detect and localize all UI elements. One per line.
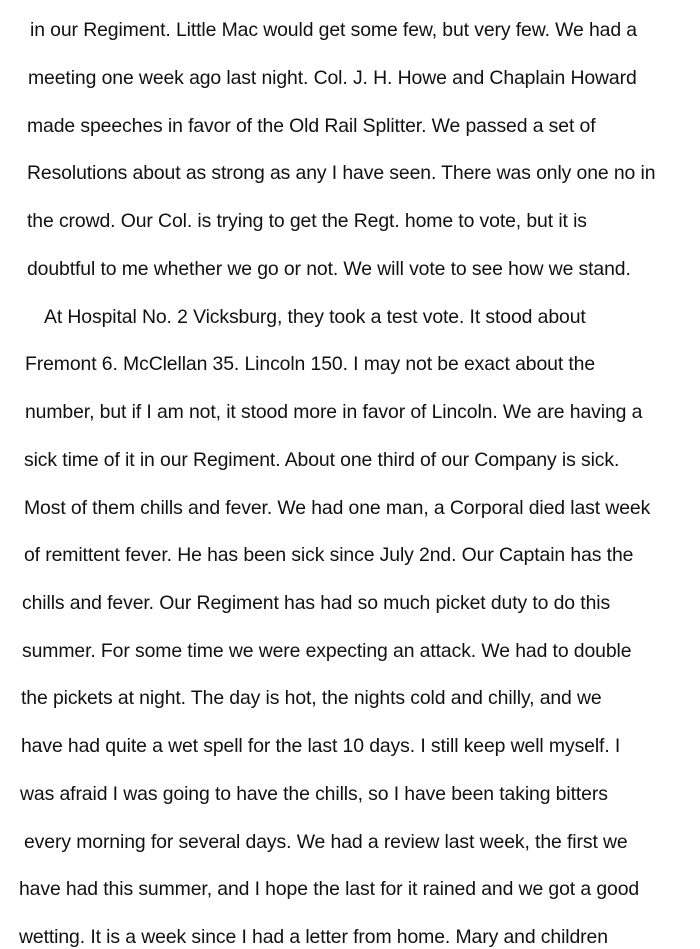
text-line: sick time of it in our Regiment. About one third of our Company is sick. [24, 449, 620, 471]
text-line: summer. For some time we were expecting an attack. We had to double [22, 640, 632, 662]
text-line: made speeches in favor of the Old Rail Splitter. We passed a set of [27, 115, 596, 137]
text-line: of remittent fever. He has been sick since July 2nd. Our Captain has the [24, 544, 634, 566]
text-line: in our Regiment. Little Mac would get some few, but very few. We had a [30, 19, 637, 41]
text-line: At Hospital No. 2 Vicksburg, they took a test vote. It stood about [44, 306, 586, 328]
text-line: have had this summer, and I hope the last for it rained and we got a good [19, 878, 640, 900]
text-line: every morning for several days. We had a review last week, the first we [24, 831, 628, 853]
text-line: wetting. It is a week since I had a letter from home. Mary and children [19, 926, 608, 948]
text-line: Resolutions about as strong as any I have seen. There was only one no in [27, 162, 656, 184]
text-line: Fremont 6. McClellan 35. Lincoln 150. I may not be exact about the [25, 353, 596, 375]
text-line: number, but if I am not, it stood more in favor of Lincoln. We are having a [25, 401, 643, 423]
text-line: the crowd. Our Col. is trying to get the Regt. home to vote, but it is [27, 210, 587, 232]
text-line: chills and fever. Our Regiment has had so much picket duty to do this [22, 592, 611, 614]
text-line: Most of them chills and fever. We had one man, a Corporal died last week [24, 497, 651, 519]
text-line: the pickets at night. The day is hot, the nights cold and chilly, and we [21, 687, 602, 709]
text-line: meeting one week ago last night. Col. J. H. Howe and Chaplain Howard [28, 67, 637, 89]
text-line: doubtful to me whether we go or not. We will vote to see how we stand. [27, 258, 631, 280]
text-line: was afraid I was going to have the chills, so I have been taking bitters [20, 783, 608, 805]
text-line: have had quite a wet spell for the last 10 days. I still keep well myself. I [21, 735, 621, 757]
